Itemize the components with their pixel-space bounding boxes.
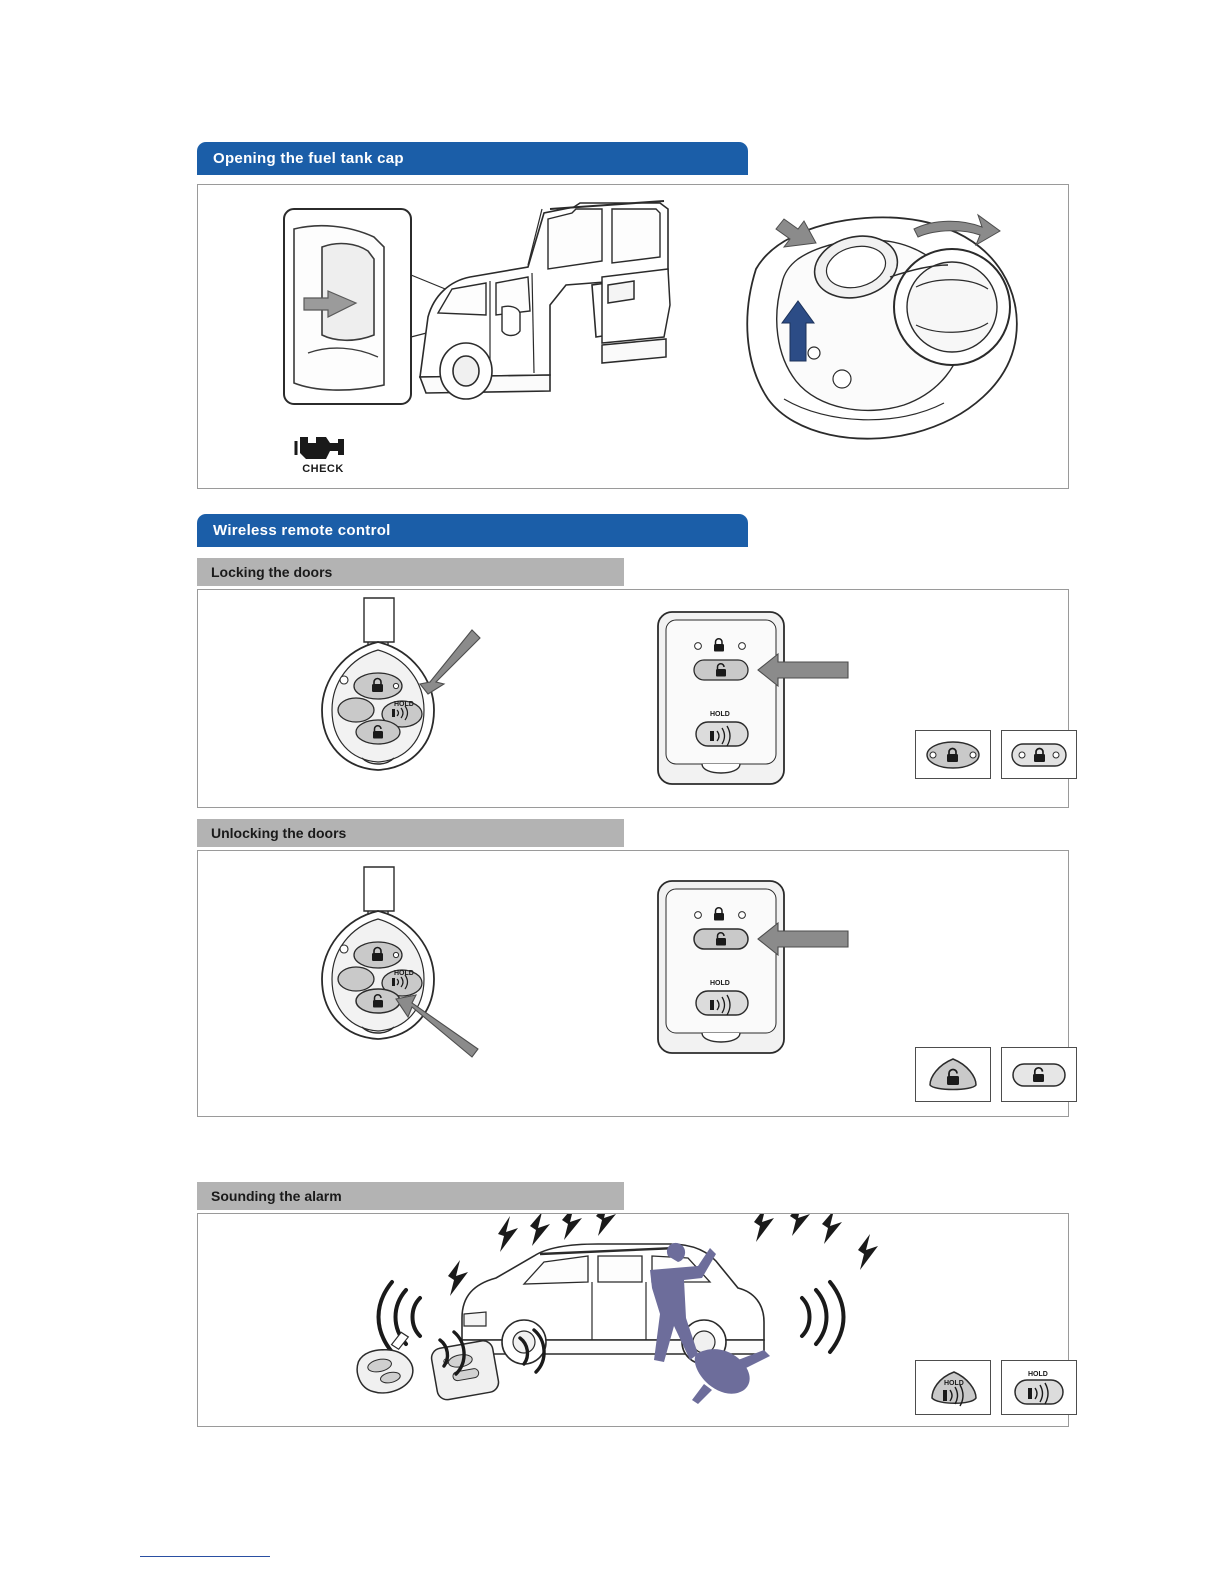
panel-locking xyxy=(197,589,1069,808)
panic-button-fob-icon xyxy=(915,1360,991,1415)
subsection-header-locking: Locking the doors xyxy=(197,558,624,586)
svg-text:HOLD: HOLD xyxy=(944,1379,964,1387)
unlock-button-fob-icon xyxy=(915,1047,991,1102)
svg-text:HOLD: HOLD xyxy=(710,980,730,987)
engine-check-icon xyxy=(292,433,354,463)
panel-unlocking xyxy=(197,850,1069,1117)
svg-text:HOLD: HOLD xyxy=(710,711,730,718)
footer-link[interactable] xyxy=(140,1556,270,1557)
panic-button-smart-key-icon xyxy=(1001,1360,1077,1415)
unlock-button-smart-key-icon xyxy=(1001,1047,1077,1102)
subsection-header-alarm: Sounding the alarm xyxy=(197,1182,624,1210)
subsection-header-unlocking: Unlocking the doors xyxy=(197,819,624,847)
lock-button-fob-icon xyxy=(915,730,991,779)
svg-text:HOLD: HOLD xyxy=(394,701,414,708)
panel-fuel-filler xyxy=(197,184,1069,489)
engine-check-label: CHECK xyxy=(302,463,344,475)
svg-text:HOLD: HOLD xyxy=(1028,1370,1048,1378)
svg-text:HOLD: HOLD xyxy=(394,970,414,977)
lock-button-smart-key-icon xyxy=(1001,730,1077,779)
section-header-fuel-filler: Opening the fuel tank cap xyxy=(197,142,748,175)
section-header-remote-control: Wireless remote control xyxy=(197,514,748,547)
engine-check-indicator xyxy=(278,433,368,475)
panel-alarm xyxy=(197,1213,1069,1427)
